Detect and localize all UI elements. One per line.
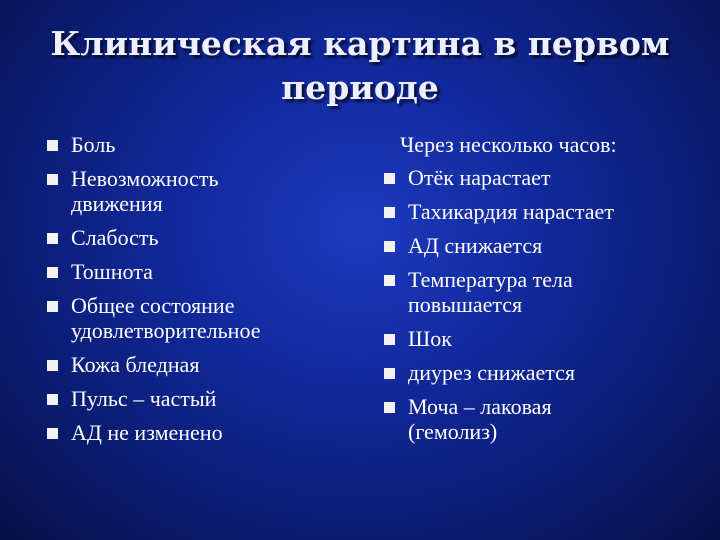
- list-item: [45, 418, 325, 447]
- list-item: [45, 257, 325, 286]
- title-line-1: Клиническая картина в первом: [50, 24, 670, 63]
- item-text: Температура тела: [408, 267, 573, 292]
- item-text: Кожа бледная: [71, 352, 200, 377]
- square-bullet-icon: [47, 233, 58, 244]
- list-item: [382, 358, 702, 387]
- square-bullet-icon: [47, 174, 58, 185]
- list-item: [382, 163, 702, 192]
- right-bullet-list: [382, 130, 702, 451]
- item-text: АД не изменено: [71, 420, 223, 445]
- square-bullet-icon: [384, 207, 395, 218]
- square-bullet-icon: [47, 428, 58, 439]
- list-item: [382, 231, 702, 260]
- item-text: Шок: [408, 326, 452, 351]
- item-text: Отёк нарастает: [408, 165, 551, 190]
- square-bullet-icon: [384, 368, 395, 379]
- item-text: Слабость: [71, 225, 159, 250]
- square-bullet-icon: [47, 140, 58, 151]
- right-column-heading: Через несколько часов:: [400, 132, 617, 157]
- list-item: [45, 164, 325, 218]
- item-text: Моча – лаковая: [408, 394, 552, 419]
- item-text: Тахикардия нарастает: [408, 199, 614, 224]
- square-bullet-icon: [47, 360, 58, 371]
- list-item: [45, 350, 325, 379]
- square-bullet-icon: [47, 301, 58, 312]
- square-bullet-icon: [384, 241, 395, 252]
- item-text: Пульс – частый: [71, 386, 217, 411]
- item-text: Невозможность: [71, 166, 219, 191]
- square-bullet-icon: [384, 275, 395, 286]
- item-text: АД снижается: [408, 233, 543, 258]
- list-item: [382, 324, 702, 353]
- item-text-continued: повышается: [408, 292, 523, 317]
- list-item: [382, 392, 702, 446]
- list-item: [382, 197, 702, 226]
- item-text: Боль: [71, 132, 116, 157]
- list-item: [45, 291, 325, 345]
- square-bullet-icon: [384, 173, 395, 184]
- item-text-continued: движения: [71, 191, 163, 216]
- square-bullet-icon: [384, 334, 395, 345]
- item-text: Общее состояние: [71, 293, 235, 318]
- list-item: [45, 384, 325, 413]
- item-text-continued: удовлетворительное: [71, 318, 261, 343]
- list-item: [45, 223, 325, 252]
- list-item: [45, 130, 325, 159]
- title-line-2: периоде: [281, 68, 439, 107]
- slide-title: [0, 22, 720, 110]
- square-bullet-icon: [384, 402, 395, 413]
- list-item: [382, 265, 702, 319]
- left-bullet-list: [45, 130, 325, 452]
- square-bullet-icon: [47, 394, 58, 405]
- square-bullet-icon: [47, 267, 58, 278]
- item-text: диурез снижается: [408, 360, 575, 385]
- item-text: Тошнота: [71, 259, 153, 284]
- item-text-continued: (гемолиз): [408, 419, 498, 444]
